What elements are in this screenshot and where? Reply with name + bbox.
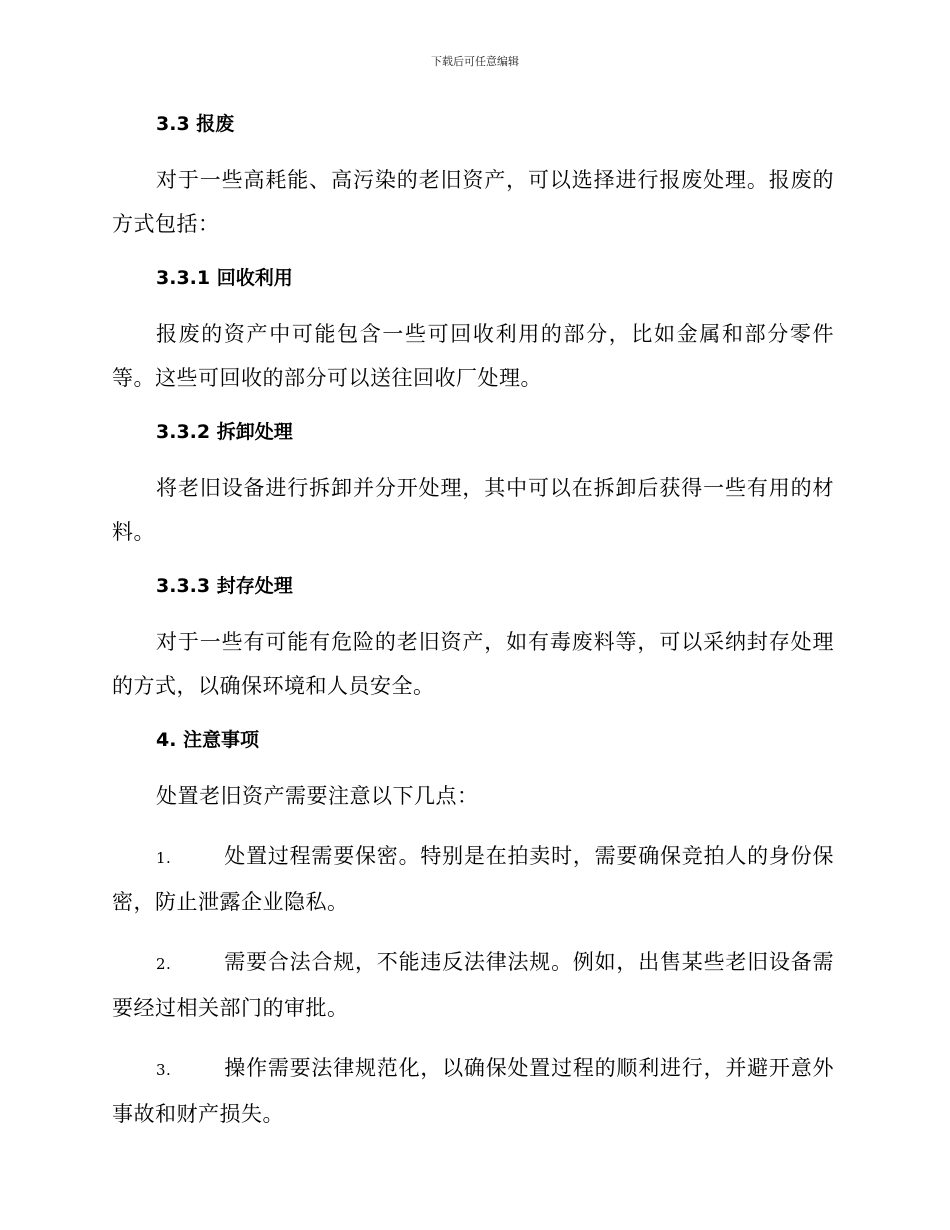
section-paragraph-3-3-3: 对于一些有可能有危险的老旧资产，如有毒废料等，可以采纳封存处理的方式，以确保环境和人员安全。 <box>112 630 834 698</box>
section-paragraph-3-3-1: 报废的资产中可能包含一些可回收利用的部分，比如金属和部分零件等。这些可回收的部分可以送往回收厂处理。 <box>112 322 834 390</box>
list-item <box>112 834 834 924</box>
section-heading-3-3-2: 3.3.2 拆卸处理 <box>156 421 293 443</box>
document-body <box>112 108 834 1152</box>
section-paragraph-4: 处置老旧资产需要注意以下几点： <box>156 784 479 808</box>
list-item-number: 2. <box>156 955 172 973</box>
section-paragraph-3-3-2: 将老旧设备进行拆卸并分开处理，其中可以在拆卸后获得一些有用的材料。 <box>112 476 834 544</box>
section-heading-3-3-1: 3.3.1 回收利用 <box>156 267 293 289</box>
list-item <box>112 1046 834 1136</box>
section-paragraph-3-3: 对于一些高耗能、高污染的老旧资产，可以选择进行报废处理。报废的方式包括： <box>112 168 834 236</box>
section-heading-3-3: 3.3 报废 <box>156 113 235 135</box>
list-item <box>112 940 834 1030</box>
list-item-number: 3. <box>156 1061 172 1079</box>
list-item-text: 需要合法合规，不能违反法律法规。例如，出售某些老旧设备需要经过相关部门的审批。 <box>112 950 834 1020</box>
list-item-number: 1. <box>156 849 172 867</box>
list-item-text: 操作需要法律规范化，以确保处置过程的顺利进行，并避开意外事故和财产损失。 <box>112 1056 834 1126</box>
section-heading-3-3-3: 3.3.3 封存处理 <box>156 575 293 597</box>
section-heading-4: 4. 注意事项 <box>156 729 260 751</box>
page-header: 下载后可任意编辑 <box>431 55 519 68</box>
list-item-text: 处置过程需要保密。特别是在拍卖时，需要确保竞拍人的身份保密，防止泄露企业隐私。 <box>112 844 834 914</box>
